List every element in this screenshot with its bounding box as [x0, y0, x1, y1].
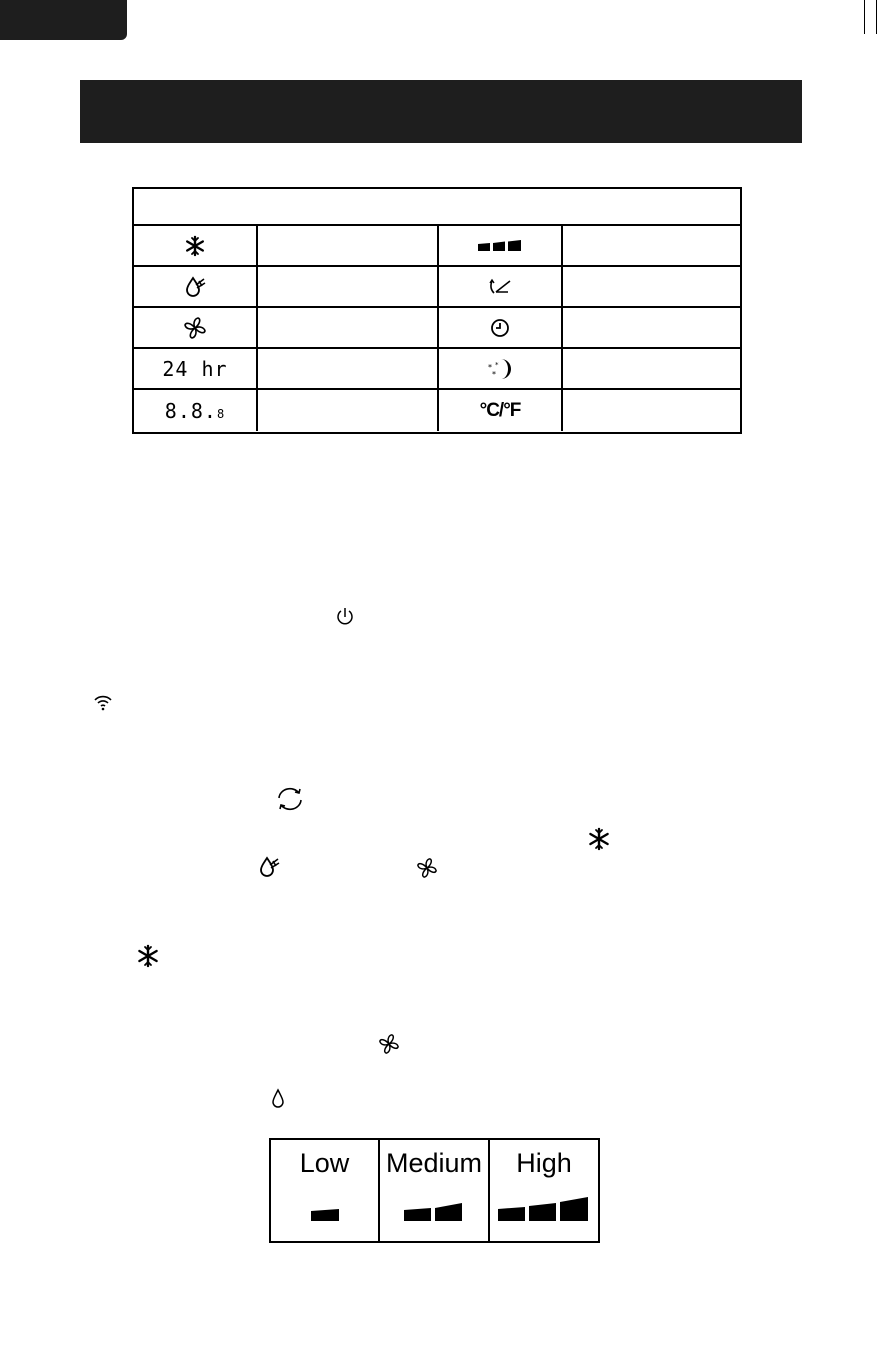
lcd-digit-small: 8 [216, 406, 226, 421]
table-cell-desc [258, 308, 439, 347]
section-title [80, 96, 100, 126]
table-row [134, 390, 740, 431]
table-cell-desc [258, 349, 439, 388]
lcd-digits-display [165, 399, 225, 423]
celsius-fahrenheit-indicator: °C/°F [479, 399, 521, 421]
crop-mark [876, 0, 877, 34]
table-header [134, 189, 740, 226]
fan-speed-low [271, 1140, 380, 1241]
fan-speed-medium [380, 1140, 490, 1241]
power-icon [335, 606, 355, 628]
fan-speed-bar-icon [311, 1207, 339, 1221]
table-cell-desc [563, 226, 740, 265]
swing-louver-icon [488, 278, 512, 296]
fan-speed-table [269, 1138, 600, 1243]
table-row [134, 349, 740, 390]
fan-icon [378, 1033, 400, 1055]
snowflake-icon [184, 235, 206, 257]
table-row [134, 226, 740, 267]
table-cell-desc [258, 267, 439, 306]
fan-speed-high [490, 1140, 598, 1241]
fan-speed-label: Low [299, 1148, 350, 1178]
timer-clock-icon [490, 318, 510, 338]
water-drop-icon [270, 1088, 286, 1110]
table-cell-desc [258, 390, 439, 431]
crop-mark [864, 0, 865, 34]
fan-speed-bar-icon [498, 1197, 590, 1221]
fan-icon [183, 316, 207, 340]
display-icon-table [132, 187, 742, 434]
lcd-24hr-text: 24 hr [162, 356, 228, 381]
dehumidify-drop-icon [183, 275, 207, 299]
wifi-icon [93, 694, 113, 711]
section-title-bar [80, 80, 802, 143]
svg-text:*: * [492, 369, 496, 379]
page-tab-corner [0, 0, 127, 40]
table-cell-desc [563, 349, 740, 388]
sleep-moon-icon [487, 357, 513, 381]
fan-speed-label: High [516, 1148, 572, 1178]
lcd-digits-text: 8.8. [164, 398, 217, 423]
mode-cycle-icon [275, 785, 305, 813]
svg-text:*: * [495, 360, 499, 369]
fan-speed-bars-icon [478, 240, 522, 252]
fan-speed-label: Medium [385, 1148, 483, 1178]
table-cell-desc [563, 308, 740, 347]
snowflake-icon [136, 944, 160, 968]
svg-text:*: * [488, 362, 492, 372]
fan-speed-bar-icon [404, 1203, 464, 1221]
table-row [134, 308, 740, 349]
snowflake-icon [587, 827, 611, 851]
table-cell-desc [563, 390, 740, 431]
fan-icon [416, 857, 438, 879]
table-cell-desc [563, 267, 740, 306]
table-cell-desc [258, 226, 439, 265]
dehumidify-drop-icon [257, 855, 281, 879]
table-row [134, 267, 740, 308]
